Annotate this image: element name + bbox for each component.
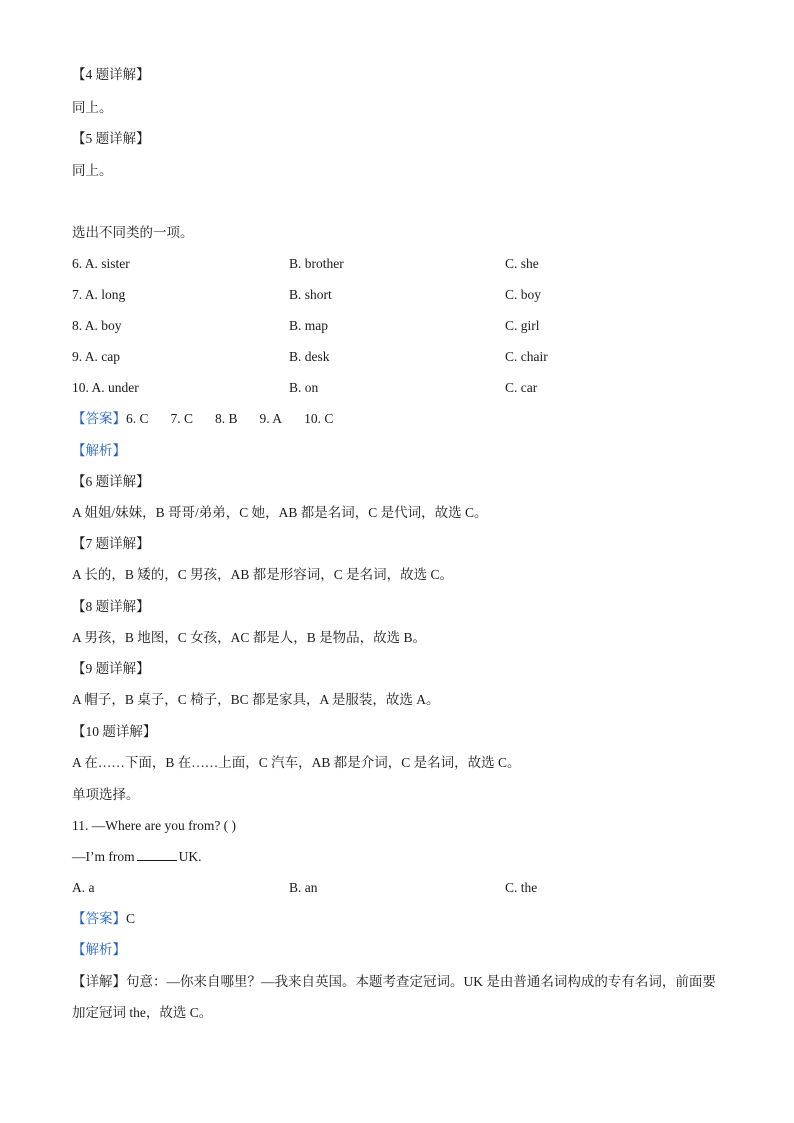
answer-blank [137, 848, 177, 861]
q5-detail-text: 同上。 [72, 163, 113, 178]
question-9-option-b: B. desk [289, 349, 330, 364]
question-8-option-b: B. map [289, 318, 328, 333]
question-7-option-a: 7. A. long [72, 287, 126, 302]
question-11-option-a: A. a [72, 880, 95, 895]
question-10-option-a: 10. A. under [72, 380, 139, 395]
question-6-option-c: C. she [505, 256, 539, 271]
question-8-option-a: 8. A. boy [72, 318, 122, 333]
q9-detail-heading: 【9 题详解】 [72, 661, 150, 676]
q8-detail-heading: 【8 题详解】 [72, 599, 150, 614]
q11-answer-value: C [126, 911, 136, 926]
answer-item: 8. B [215, 411, 238, 426]
q4-detail-text: 同上。 [72, 100, 113, 115]
q6-detail-heading: 【6 题详解】 [72, 474, 150, 489]
answer-item: 10. C [304, 411, 334, 426]
question-9-option-a: 9. A. cap [72, 349, 120, 364]
q5-detail-heading: 【5 题详解】 [72, 131, 150, 146]
question-10-option-b: B. on [289, 380, 319, 395]
answer-label: 【答案】 [72, 411, 126, 426]
answer-item: 7. C [170, 411, 194, 426]
question-8-option-c: C. girl [505, 318, 540, 333]
question-11-response-start: —I’m from [72, 849, 135, 864]
answer-line [72, 410, 355, 428]
q11-detail-text: 【详解】句意：—你来自哪里？—我来自英国。本题考查定冠词。UK 是由普通名词构成的专有名词，前面要加定冠词 the，故选 C。 [72, 974, 716, 1020]
q11-analysis-label: 【解析】 [72, 942, 126, 957]
question-11-response-end: UK. [178, 849, 202, 864]
question-9-option-c: C. chair [505, 349, 548, 364]
question-11-stem: 11. —Where are you from? ( ) [72, 818, 237, 833]
question-11-response [72, 848, 201, 866]
question-11-option-c: C. the [505, 880, 538, 895]
question-7-option-c: C. boy [505, 287, 542, 302]
q11-answer-line [72, 910, 135, 928]
answer-item: 9. A [259, 411, 283, 426]
part2-title: 单项选择。 [72, 787, 140, 802]
q6-detail-text: A 姐姐/妹妹，B 哥哥/弟弟，C 她，AB 都是名词，C 是代词，故选 C。 [72, 505, 488, 520]
q9-detail-text: A 帽子，B 桌子，C 椅子，BC 都是家具，A 是服装，故选 A。 [72, 692, 440, 707]
q10-detail-heading: 【10 题详解】 [72, 724, 157, 739]
q4-detail-heading: 【4 题详解】 [72, 67, 150, 82]
question-7-option-b: B. short [289, 287, 332, 302]
q8-detail-text: A 男孩，B 地图，C 女孩，AC 都是人，B 是物品，故选 B。 [72, 630, 427, 645]
answer-item: 6. C [126, 411, 149, 426]
question-11-option-b: B. an [289, 880, 318, 895]
q10-detail-text: A 在……下面，B 在……上面，C 汽车，AB 都是介词，C 是名词，故选 C。 [72, 755, 521, 770]
q11-answer-label: 【答案】 [72, 911, 126, 926]
analysis-label: 【解析】 [72, 443, 126, 458]
question-10-option-c: C. car [505, 380, 538, 395]
question-6-option-b: B. brother [289, 256, 344, 271]
q7-detail-text: A 长的，B 矮的，C 男孩，AB 都是形容词，C 是名词，故选 C。 [72, 567, 454, 582]
part-title: 选出不同类的一项。 [72, 225, 194, 240]
q7-detail-heading: 【7 题详解】 [72, 536, 150, 551]
question-6-option-a: 6. A. sister [72, 256, 130, 271]
